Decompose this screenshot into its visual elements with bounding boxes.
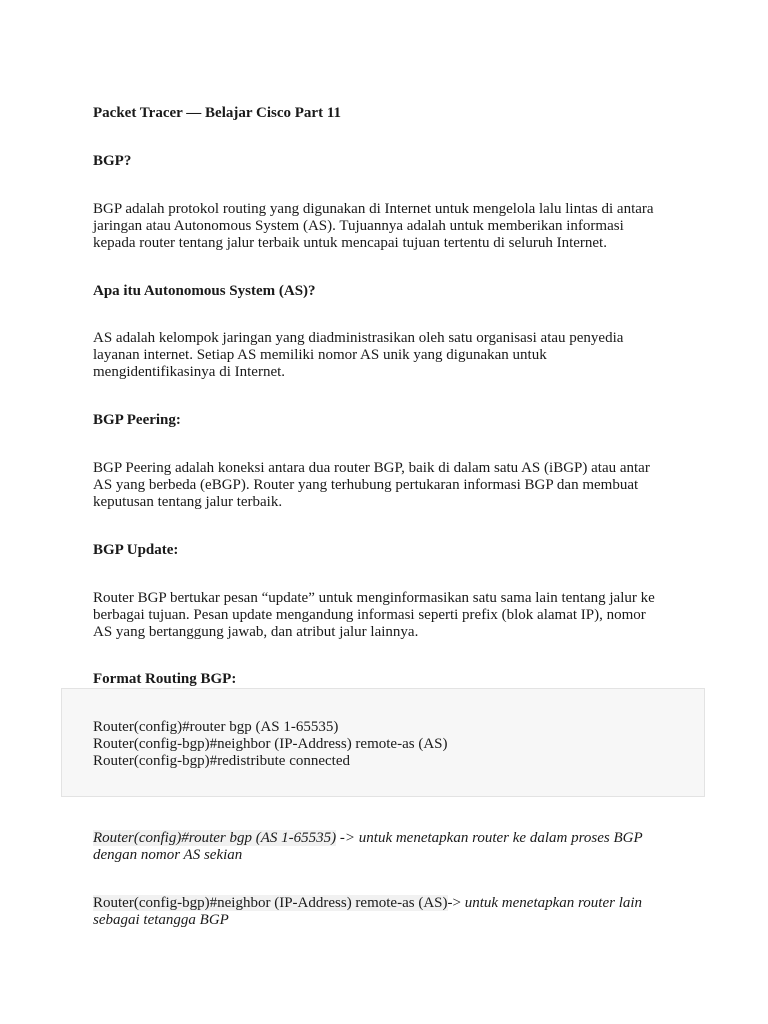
section-body-bgp xyxy=(93,201,683,252)
section-heading-bgp: BGP? xyxy=(93,153,132,169)
arrow-text: -> xyxy=(447,895,461,911)
paragraph-line: AS yang berbeda (eBGP). Router yang terhubung pertukaran informasi BGP dan membuat xyxy=(93,477,639,493)
inline-code: Router(config)#router bgp (AS 1-65535) xyxy=(93,830,337,846)
paragraph-line: berbagai tujuan. Pesan update mengandung informasi seperti prefix (blok alamat IP), nomor xyxy=(93,607,646,623)
section-body-peering xyxy=(93,460,683,511)
explanation-line xyxy=(93,830,683,847)
explanation-line: sebagai tetangga BGP xyxy=(93,912,229,928)
section-body-as xyxy=(93,330,683,381)
code-block xyxy=(61,688,705,797)
code-line: Router(config-bgp)#redistribute connected xyxy=(93,753,350,769)
paragraph-line: AS yang bertanggung jawab, dan atribut jalur lainnya. xyxy=(93,624,419,640)
document-title: Packet Tracer — Belajar Cisco Part 11 xyxy=(93,105,341,121)
paragraph-line: BGP adalah protokol routing yang digunakan di Internet untuk mengelola lalu lintas di antara xyxy=(93,201,654,217)
paragraph-line: BGP Peering adalah koneksi antara dua router BGP, baik di dalam satu AS (iBGP) atau antar xyxy=(93,460,650,476)
paragraph-line: Router BGP bertukar pesan “update” untuk menginformasikan satu sama lain tentang jalur ke xyxy=(93,590,655,606)
paragraph-line: keputusan tentang jalur terbaik. xyxy=(93,494,283,510)
inline-code: Router(config-bgp)#neighbor (IP-Address) remote-as (AS) xyxy=(93,895,448,911)
explanation-line: dengan nomor AS sekian xyxy=(93,847,243,863)
explanation-neighbor xyxy=(93,895,683,929)
section-body-update xyxy=(93,590,683,641)
section-heading-peering: BGP Peering: xyxy=(93,412,181,428)
code-line: Router(config-bgp)#neighbor (IP-Address) remote-as (AS) xyxy=(93,736,448,752)
code-line: Router(config)#router bgp (AS 1-65535) xyxy=(93,719,339,735)
section-heading-format: Format Routing BGP: xyxy=(93,671,237,687)
explanation-line xyxy=(93,895,683,912)
paragraph-line: layanan internet. Setiap AS memiliki nomor AS unik yang digunakan untuk xyxy=(93,347,547,363)
explanation-text: -> untuk menetapkan router ke dalam proses BGP xyxy=(336,830,643,846)
paragraph-line: jaringan atau Autonomous System (AS). Tujuannya adalah untuk memberikan informasi xyxy=(93,218,624,234)
explanation-text: untuk menetapkan router lain xyxy=(460,895,643,911)
paragraph-line: kepada router tentang jalur terbaik untuk mencapai tujuan tertentu di seluruh Internet. xyxy=(93,235,607,251)
section-heading-update: BGP Update: xyxy=(93,542,179,558)
explanation-router-bgp xyxy=(93,830,683,864)
section-heading-as: Apa itu Autonomous System (AS)? xyxy=(93,283,316,299)
paragraph-line: AS adalah kelompok jaringan yang diadministrasikan oleh satu organisasi atau penyedia xyxy=(93,330,624,346)
paragraph-line: mengidentifikasinya di Internet. xyxy=(93,364,286,380)
